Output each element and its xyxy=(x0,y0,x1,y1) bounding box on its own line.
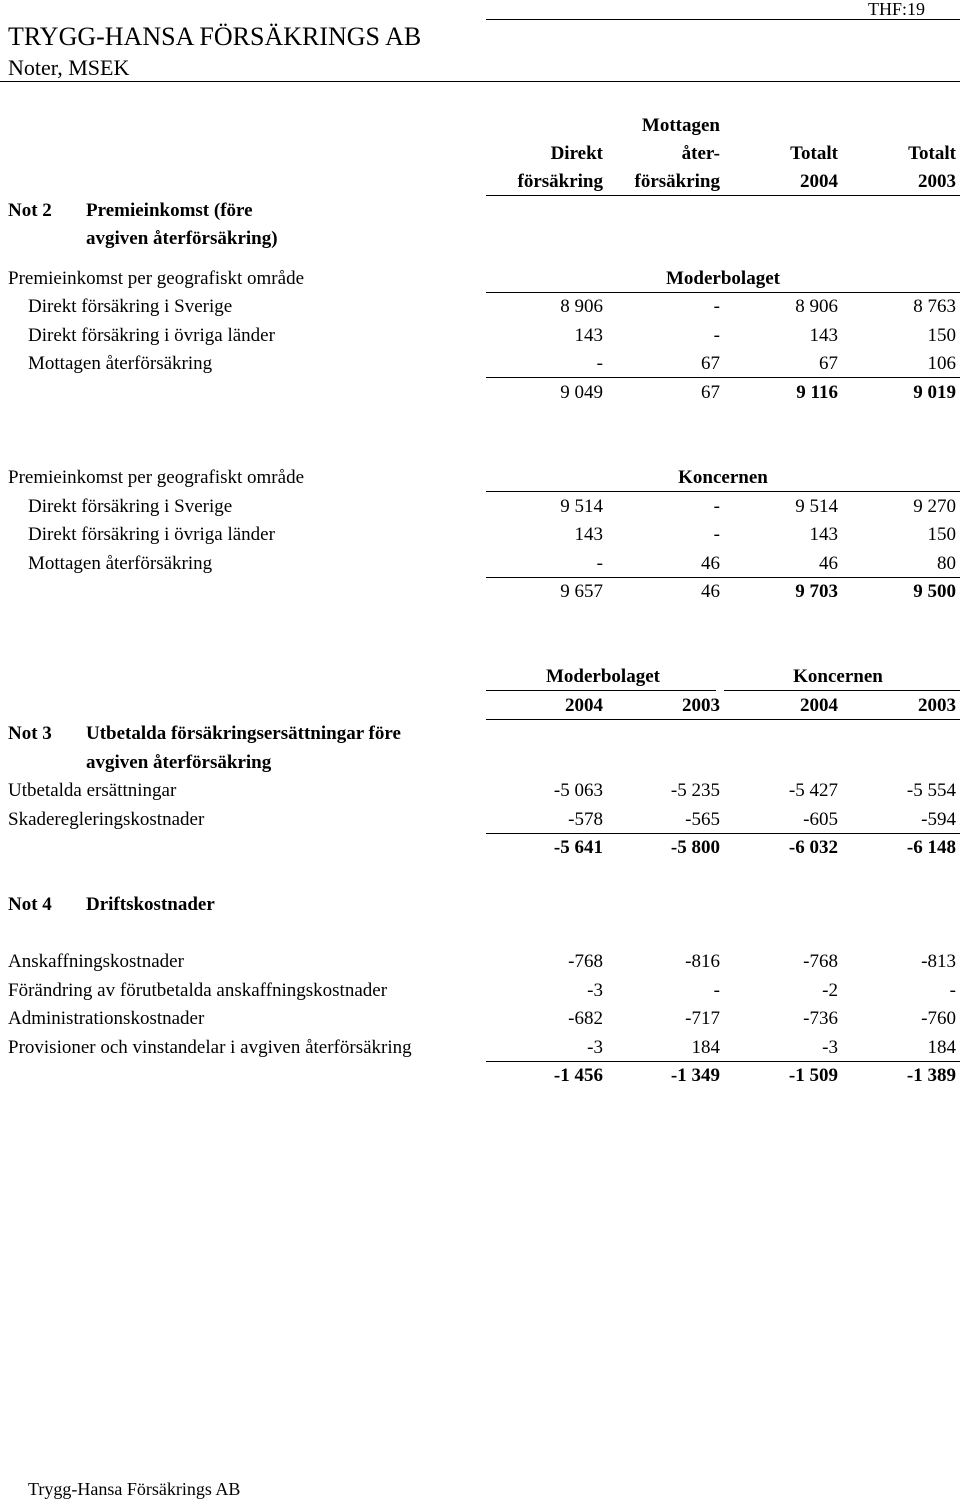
row-label: Förändring av förutbetalda anskaffningskostnader xyxy=(8,980,388,1001)
cell: 143 xyxy=(574,524,603,545)
group-rule xyxy=(486,491,960,492)
cell: -736 xyxy=(803,1008,838,1029)
cell: -5 235 xyxy=(670,780,720,801)
total-cell: -1 389 xyxy=(906,1065,956,1086)
col-header-totalt2004-l2: Totalt xyxy=(790,143,838,164)
row-label: Anskaffningskostnader xyxy=(8,951,184,972)
row-label: Direkt försäkring i övriga länder xyxy=(28,325,275,346)
note4-title: Driftskostnader xyxy=(86,894,215,915)
row-label: Direkt försäkring i Sverige xyxy=(28,496,233,517)
cell: - xyxy=(713,496,720,517)
col-header-direkt-l3: försäkring xyxy=(517,171,603,192)
cell: 9 514 xyxy=(795,496,838,517)
cell: - xyxy=(713,325,720,346)
group-label-moderbolaget: Moderbolaget xyxy=(546,666,660,687)
year-header-rule xyxy=(486,719,960,720)
row-label: Direkt försäkring i Sverige xyxy=(28,296,233,317)
cell: -717 xyxy=(685,1008,720,1029)
total-cell: 9 703 xyxy=(795,581,838,602)
col-header-direkt-l2: Direkt xyxy=(550,143,603,164)
col-header-mottagen-l1: Mottagen xyxy=(641,115,720,136)
section-label: Premieinkomst per geografiskt område xyxy=(8,467,305,488)
cell: 80 xyxy=(937,553,956,574)
group-label-koncernen: Koncernen xyxy=(678,467,768,488)
year-header: 2003 xyxy=(682,695,720,716)
cell: 46 xyxy=(701,553,720,574)
cell: 150 xyxy=(927,524,956,545)
note3-title-line1: Utbetalda försäkringsersättningar före xyxy=(86,723,401,744)
note3-number: Not 3 xyxy=(8,723,52,744)
subtotal-rule xyxy=(486,833,960,834)
cell: -594 xyxy=(921,809,956,830)
cell: -5 063 xyxy=(553,780,603,801)
cell: -565 xyxy=(685,809,720,830)
row-label: Mottagen återförsäkring xyxy=(28,353,213,374)
cell: 67 xyxy=(819,353,838,374)
cell: - xyxy=(949,980,956,1001)
group-label-moderbolaget: Moderbolaget xyxy=(666,268,780,289)
group-rule xyxy=(486,292,960,293)
total-cell: 67 xyxy=(701,382,720,403)
row-label: Administrationskostnader xyxy=(8,1008,205,1029)
note2-number: Not 2 xyxy=(8,200,52,221)
cell: 46 xyxy=(819,553,838,574)
cell: 9 514 xyxy=(560,496,603,517)
row-label: Direkt försäkring i övriga länder xyxy=(28,524,275,545)
year-header: 2003 xyxy=(918,695,956,716)
total-cell: 9 500 xyxy=(913,581,956,602)
total-cell: 9 657 xyxy=(560,581,603,602)
cell: 8 763 xyxy=(913,296,956,317)
header-rule xyxy=(0,81,960,82)
cell: -605 xyxy=(803,809,838,830)
cell: - xyxy=(596,553,603,574)
total-cell: 46 xyxy=(701,581,720,602)
year-header: 2004 xyxy=(565,695,603,716)
total-cell: -6 148 xyxy=(906,837,956,858)
page-subtitle: Noter, MSEK xyxy=(8,55,130,80)
note2-title-line1: Premieinkomst (före xyxy=(86,200,253,221)
cell: -768 xyxy=(568,951,603,972)
cell: -3 xyxy=(822,1037,838,1058)
cell: - xyxy=(713,980,720,1001)
cell: - xyxy=(596,353,603,374)
total-cell: -1 509 xyxy=(788,1065,838,1086)
cell: 9 270 xyxy=(913,496,956,517)
total-cell: -5 641 xyxy=(553,837,603,858)
note3-title-line2: avgiven återförsäkring xyxy=(86,752,272,773)
cell: -2 xyxy=(822,980,838,1001)
note4-number: Not 4 xyxy=(8,894,52,915)
row-label: Mottagen återförsäkring xyxy=(28,553,213,574)
col-header-mottagen-l3: försäkring xyxy=(634,171,720,192)
cell: -682 xyxy=(568,1008,603,1029)
section-label: Premieinkomst per geografiskt område xyxy=(8,268,305,289)
col-header-totalt2004-l3: 2004 xyxy=(800,171,838,192)
header-top-rule xyxy=(486,19,960,20)
total-cell: -6 032 xyxy=(788,837,838,858)
cell: -813 xyxy=(921,951,956,972)
cell: -816 xyxy=(685,951,720,972)
company-title: TRYGG-HANSA FÖRSÄKRINGS AB xyxy=(8,22,422,51)
col-header-totalt2003-l3: 2003 xyxy=(918,171,956,192)
cell: 150 xyxy=(927,325,956,346)
subtotal-rule xyxy=(486,577,960,578)
row-label: Skaderegleringskostnader xyxy=(8,809,205,830)
note2-title-line2: avgiven återförsäkring) xyxy=(86,228,278,249)
cell: 143 xyxy=(809,524,838,545)
total-cell: 9 019 xyxy=(913,382,956,403)
cell: 143 xyxy=(574,325,603,346)
cell: 184 xyxy=(927,1037,956,1058)
subtotal-rule xyxy=(486,1061,960,1062)
cell: 8 906 xyxy=(795,296,838,317)
total-cell: -1 456 xyxy=(553,1065,603,1086)
col-header-mottagen-l2: åter- xyxy=(681,143,720,164)
page-reference: THF:19 xyxy=(868,0,926,19)
group-rule-moderbolaget xyxy=(486,690,716,691)
total-cell: 9 116 xyxy=(796,382,838,403)
total-cell: -1 349 xyxy=(670,1065,720,1086)
cell: 8 906 xyxy=(560,296,603,317)
note2-header-rule xyxy=(486,195,960,196)
cell: -3 xyxy=(587,1037,603,1058)
total-cell: 9 049 xyxy=(560,382,603,403)
row-label: Provisioner och vinstandelar i avgiven återförsäkring xyxy=(8,1037,412,1058)
cell: - xyxy=(713,296,720,317)
footer-company: Trygg-Hansa Försäkrings AB xyxy=(28,1479,241,1499)
cell: -5 427 xyxy=(788,780,838,801)
group-label-koncernen: Koncernen xyxy=(793,666,883,687)
cell: 106 xyxy=(927,353,956,374)
row-label: Utbetalda ersättningar xyxy=(8,780,177,801)
cell: - xyxy=(713,524,720,545)
cell: -760 xyxy=(921,1008,956,1029)
year-header: 2004 xyxy=(800,695,838,716)
cell: -3 xyxy=(587,980,603,1001)
cell: -768 xyxy=(803,951,838,972)
cell: -5 554 xyxy=(906,780,956,801)
cell: 143 xyxy=(809,325,838,346)
subtotal-rule xyxy=(486,377,960,378)
cell: 184 xyxy=(691,1037,720,1058)
cell: 67 xyxy=(701,353,720,374)
cell: -578 xyxy=(568,809,603,830)
total-cell: -5 800 xyxy=(670,837,720,858)
group-rule-koncernen xyxy=(724,690,960,691)
col-header-totalt2003-l2: Totalt xyxy=(908,143,956,164)
